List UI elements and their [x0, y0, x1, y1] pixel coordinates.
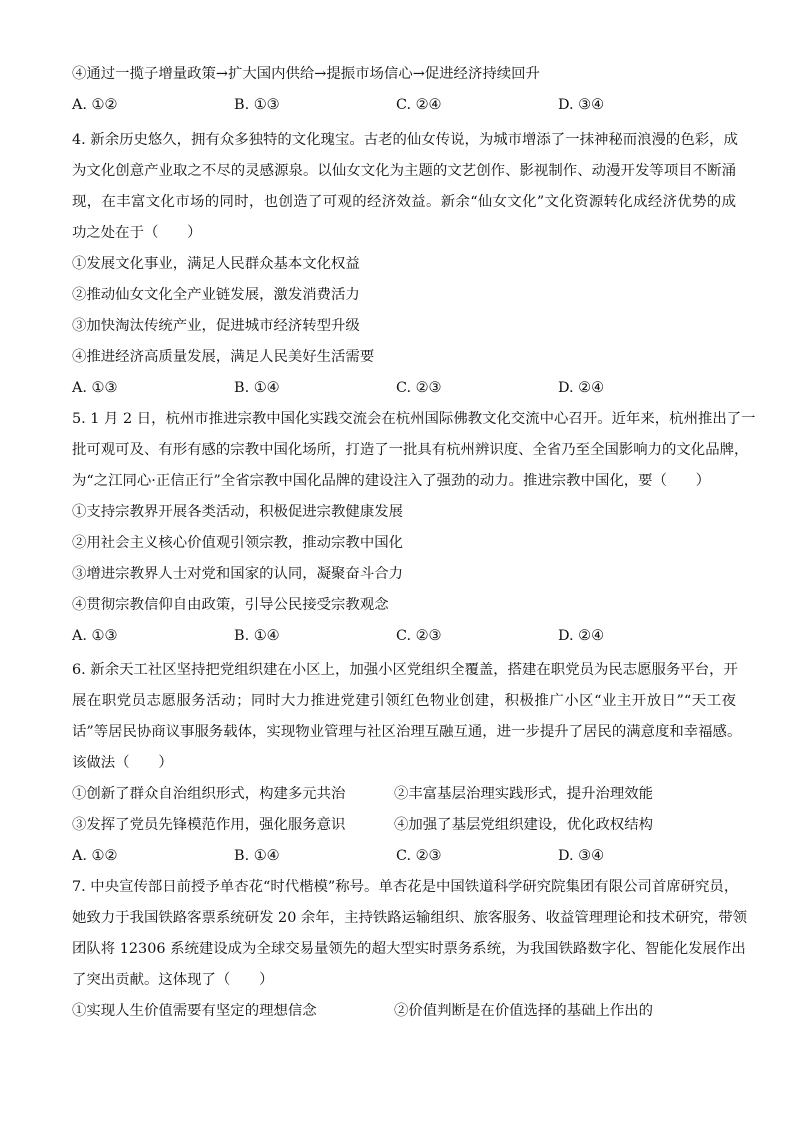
question-5 — [72, 404, 756, 652]
q6-option-c: C. ②③ — [396, 848, 442, 864]
q6-stem-line: 该做法（ ） — [72, 755, 173, 771]
q3-options — [72, 90, 736, 121]
q3-option-d: D. ③④ — [558, 97, 604, 113]
q5-option-c: C. ②③ — [396, 628, 442, 644]
q4-item-2: ②推动仙女文化全产业链发展，激发消费活力 — [72, 287, 360, 303]
q7-item-1: ①实现人生价值需要有坚定的理想信念 — [72, 1003, 317, 1019]
q5-options — [72, 621, 736, 652]
q4-options — [72, 373, 736, 404]
q7-stem-line: 7. 中央宣传部日前授予单杏花“时代楷模”称号。单杏花是中国铁道科学研究院集团有限公司首席研究员， — [72, 879, 739, 895]
q7-stem-line: 了突出贡献。这体现了（ ） — [72, 972, 274, 988]
q6-option-d: D. ③④ — [558, 848, 604, 864]
q4-item-3: ③加快淘汰传统产业，促进城市经济转型升级 — [72, 318, 360, 334]
q6-item-2: ②丰富基层治理实践形式，提升治理效能 — [394, 786, 654, 802]
question-6 — [72, 655, 742, 872]
q4-stem-line: 现，在丰富文化市场的同时，也创造了可观的经济效益。新余“仙女文化”文化资源转化成经济优势的成 — [72, 194, 736, 210]
q3-option-b: B. ①③ — [234, 97, 280, 113]
q4-stem-line: 为文化创意产业取之不尽的灵感源泉。以仙女文化为主题的文艺创作、影视制作、动漫开发等项目不断涌 — [72, 163, 736, 179]
q6-item-1: ①创新了群众自治组织形式，构建多元共治 — [72, 786, 346, 802]
q5-item-1: ①支持宗教界开展各类活动，积极促进宗教健康发展 — [72, 504, 403, 520]
q4-option-a: A. ①③ — [72, 380, 118, 396]
q5-option-a: A. ①③ — [72, 628, 118, 644]
q5-item-2: ②用社会主义核心价值观引领宗教，推动宗教中国化 — [72, 535, 403, 551]
q3-option-c: C. ②④ — [396, 97, 442, 113]
q5-option-d: D. ②④ — [558, 628, 604, 644]
question-4 — [72, 125, 736, 404]
q4-stem-line: 4. 新余历史悠久，拥有众多独特的文化瑰宝。古老的仙女传说，为城市增添了一抹神秘而浪漫的色彩，成 — [72, 132, 738, 148]
q6-item-4: ④加强了基层党组织建设，优化政权结构 — [394, 817, 654, 833]
q7-items-row — [72, 996, 736, 1027]
q6-stem-line: 话”等居民协商议事服务载体，实现物业管理与社区治理互融互通，进一步提升了居民的满意度和幸福感。 — [72, 724, 742, 740]
q6-option-a: A. ①② — [72, 848, 118, 864]
q5-option-b: B. ①④ — [234, 628, 280, 644]
q6-option-b: B. ①④ — [234, 848, 280, 864]
q5-item-3: ③增进宗教界人士对党和国家的认同，凝聚奋斗合力 — [72, 566, 403, 582]
q4-item-1: ①发展文化事业，满足人民群众基本文化权益 — [72, 256, 360, 272]
q6-stem-line: 展在职党员志愿服务活动；同时大力推进党建引领红色物业创建，积极推广小区“业主开放日”“天工夜 — [72, 693, 736, 709]
q6-items-row — [72, 810, 736, 841]
q7-item-2: ②价值判断是在价值选择的基础上作出的 — [394, 1003, 654, 1019]
q4-stem-line: 功之处在于（ ） — [72, 225, 202, 241]
q6-items-row — [72, 779, 736, 810]
q5-stem-line: 批可观可及、有形有感的宗教中国化场所，打造了一批具有杭州辨识度、全省乃至全国影响力的文化品牌， — [72, 442, 749, 458]
q7-stem-line: 她致力于我国铁路客票系统研发 20 余年，主持铁路运输组织、旅客服务、收益管理理论和技术研究，带领 — [72, 910, 748, 926]
q5-stem-line: 5. 1 月 2 日，杭州市推进宗教中国化实践交流会在杭州国际佛教文化交流中心召开。近年来，杭州推出了一 — [72, 411, 756, 427]
q6-stem-line: 6. 新余天工社区坚持把党组织建在小区上，加强小区党组织全覆盖，搭建在职党员为民志愿服务平台，开 — [72, 662, 738, 678]
q4-option-d: D. ②④ — [558, 380, 604, 396]
q5-stem-line: 为“之江同心·正信正行”全省宗教中国化品牌的建设注入了强劲的动力。推进宗教中国化，要（ ） — [72, 473, 711, 489]
q7-stem-line: 团队将 12306 系统建设成为全球交易量领先的超大型实时票务系统，为我国铁路数字化、智能化发展作出 — [72, 941, 746, 957]
q5-item-4: ④贯彻宗教信仰自由政策，引导公民接受宗教观念 — [72, 597, 389, 613]
q4-item-4: ④推进经济高质量发展，满足人民美好生活需要 — [72, 349, 375, 365]
q4-option-c: C. ②③ — [396, 380, 442, 396]
q3-option-a: A. ①② — [72, 97, 118, 113]
q6-options — [72, 841, 736, 872]
q4-option-b: B. ①④ — [234, 380, 280, 396]
q6-item-3: ③发挥了党员先锋模范作用，强化服务意识 — [72, 817, 346, 833]
question-7 — [72, 872, 748, 1027]
q3-item-4: ④通过一揽子增量政策→扩大国内供给→提振市场信心→促进经济持续回升 — [72, 66, 540, 82]
question-3-tail — [72, 59, 736, 121]
